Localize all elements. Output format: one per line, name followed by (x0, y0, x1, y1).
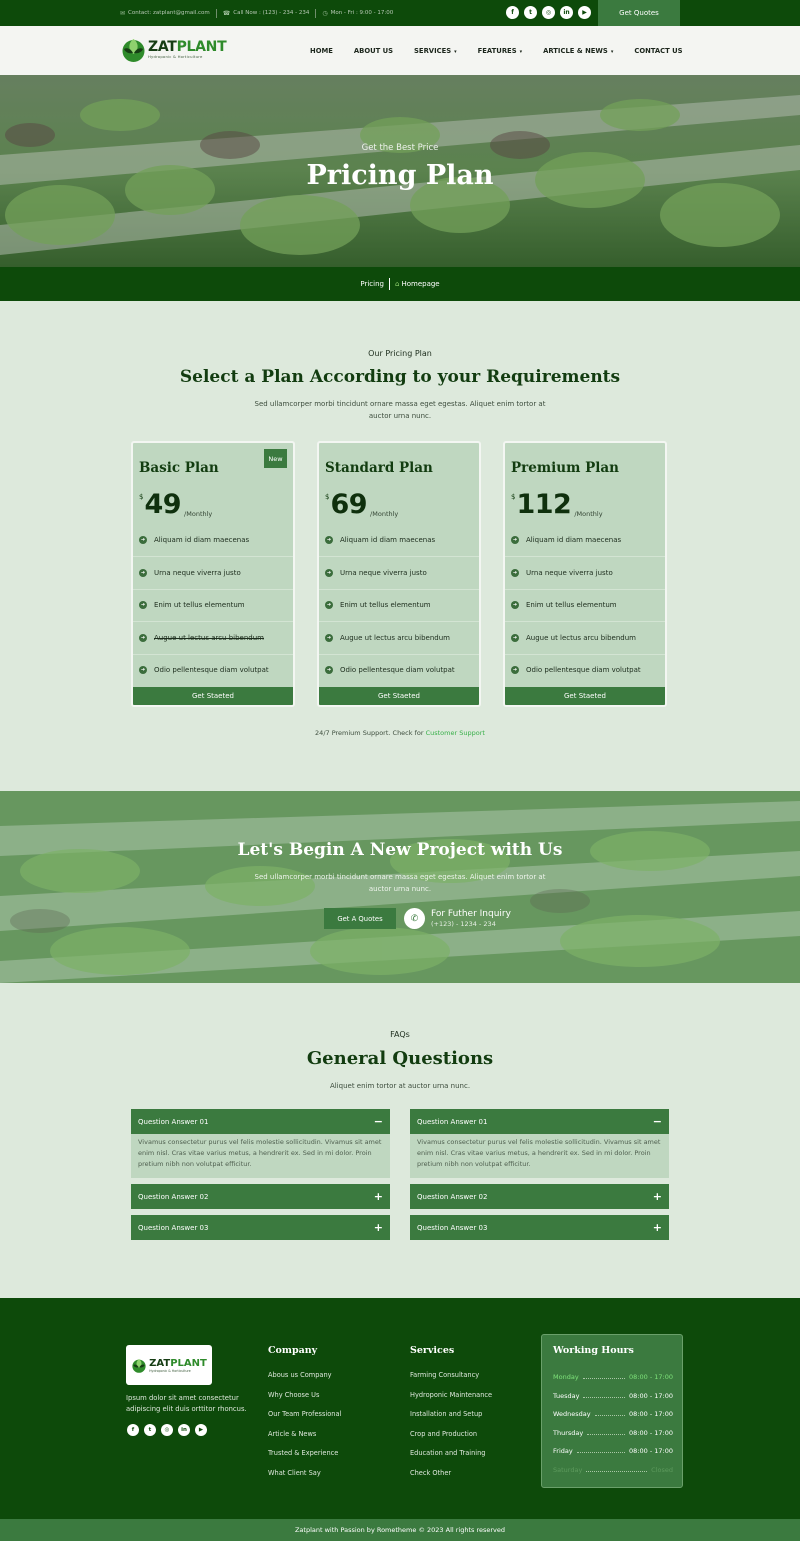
leaf-logo-icon (131, 1356, 147, 1374)
nav-article-news[interactable]: ARTICLE & NEWS ▾ (543, 46, 614, 55)
plan-feature: ➜ Enim ut tellus elementum (319, 589, 479, 621)
footer-link[interactable]: Our Team Professional (268, 1410, 342, 1418)
get-started-button[interactable]: Get Staeted (133, 687, 293, 705)
minus-icon: − (652, 1115, 662, 1128)
footer-company-title: Company (268, 1345, 318, 1356)
pricing-card-basic (131, 441, 295, 707)
footer-link[interactable]: Farming Consultancy (410, 1371, 480, 1379)
linkedin-icon[interactable]: in (560, 6, 573, 19)
get-a-quote-button[interactable]: Get A Quotes (324, 908, 396, 929)
minus-icon: − (373, 1115, 383, 1128)
top-contacts (120, 0, 393, 26)
faq-column-left (131, 1109, 390, 1240)
plan-name: Premium Plan (511, 460, 619, 476)
inquiry-label: For Futher Inquiry (431, 909, 511, 919)
top-bar (0, 0, 800, 26)
plus-icon: + (652, 1190, 662, 1203)
footer-link[interactable]: Article & News (268, 1429, 317, 1438)
faq-column-right (410, 1109, 669, 1240)
nav-home[interactable]: HOME (310, 46, 333, 55)
divider (389, 278, 390, 290)
support-note: 24/7 Premium Support. Check for Customer Support (315, 729, 485, 737)
arrow-circle-icon: ➜ (140, 634, 146, 641)
hours-row: Friday 08:00 - 17:00 (553, 1447, 673, 1456)
footer-company-links (268, 1369, 341, 1486)
plan-features (505, 524, 665, 686)
plan-feature: ➜ Aliquam id diam maecenas (326, 536, 436, 545)
plan-features (133, 524, 293, 686)
pricing-card-premium (503, 441, 667, 707)
faq-question[interactable]: Question Answer 02 + (410, 1184, 669, 1209)
customer-support-link[interactable]: Customer Support (425, 729, 485, 737)
brand-name: ZATPLANT (149, 1357, 207, 1369)
pricing-title: Select a Plan According to your Requirements (179, 367, 621, 387)
faq-question[interactable]: Question Answer 01 − (131, 1109, 390, 1134)
breadcrumb-current: Pricing (360, 280, 384, 288)
footer-services-title: Services (410, 1345, 455, 1356)
get-started-button[interactable]: Get Staeted (319, 687, 479, 705)
footer-services-links (410, 1369, 492, 1486)
linkedin-icon[interactable]: in (178, 1424, 190, 1436)
facebook-icon[interactable]: f (127, 1424, 139, 1436)
twitter-icon[interactable]: t (524, 6, 537, 19)
plan-feature: ➜ Urna neque viverra justo (505, 556, 665, 588)
nav-services[interactable]: SERVICES ▾ (414, 46, 457, 55)
faq-answer: Vivamus consectetur purus vel felis molestie sollicitudin. Vivamus sit amet enim nisl. Cras vitae varius metus, a hendrerit ex. Sed in mi dolor. Proin pretium nibh non volutpat efficitur. (410, 1134, 669, 1178)
arrow-circle-icon: ➜ (140, 570, 146, 577)
plan-feature: ➜ Urna neque viverra justo (133, 556, 293, 588)
arrow-circle-icon: ➜ (512, 537, 518, 544)
breadcrumb-home[interactable]: ⌂ Homepage (395, 280, 440, 288)
arrow-circle-icon: ➜ (512, 602, 518, 609)
pricing-card-standard (317, 441, 481, 707)
phone-icon[interactable]: ✆ (404, 908, 425, 929)
faq-title: General Questions (306, 1048, 494, 1069)
faq-kicker: FAQs (390, 1030, 410, 1039)
faq-answer: Vivamus consectetur purus vel felis molestie sollicitudin. Vivamus sit amet enim nisl. Cras vitae varius metus, a hendrerit ex. Sed in mi dolor. Proin pretium nibh non volutpat efficitur. (131, 1134, 390, 1178)
arrow-circle-icon: ➜ (140, 667, 146, 674)
plus-icon: + (652, 1221, 662, 1234)
footer-link[interactable]: Installation and Setup (410, 1410, 483, 1418)
mail-icon: ✉ (120, 9, 126, 17)
plan-feature-excluded: ➜ Augue ut lectus arcu bibendum (133, 621, 293, 653)
get-quotes-button[interactable]: Get Quotes (598, 0, 680, 26)
arrow-circle-icon: ➜ (326, 537, 332, 544)
pricing-desc: Sed ullamcorper morbi tincidunt ornare massa eget egestas. Aliquet enim tortor at auctor urna nunc. (254, 400, 546, 420)
footer-link[interactable]: What Client Say (268, 1468, 321, 1477)
plan-feature: ➜ Aliquam id diam maecenas (140, 536, 250, 545)
plan-price: $ 49 /Monthly (139, 489, 213, 520)
arrow-circle-icon: ➜ (512, 634, 518, 641)
faq-question[interactable]: Question Answer 03 + (410, 1215, 669, 1240)
plan-feature: ➜ Enim ut tellus elementum (133, 589, 293, 621)
faq-question[interactable]: Question Answer 02 + (131, 1184, 390, 1209)
home-icon: ⌂ (395, 280, 400, 288)
hero-kicker: Get the Best Price (361, 143, 439, 153)
copyright-bar: Zatplant with Passion by Rometheme © 2023 All rights reserved (0, 1519, 800, 1541)
arrow-circle-icon: ➜ (326, 667, 332, 674)
top-socials (506, 6, 591, 19)
plan-name: Standard Plan (325, 460, 433, 476)
plan-feature: ➜ Odio pellentesque diam volutpat (133, 654, 293, 686)
working-hours-card (541, 1334, 683, 1488)
nav-features[interactable]: FEATURES ▾ (477, 46, 523, 55)
plan-feature: ➜ Odio pellentesque diam volutpat (319, 654, 479, 686)
plan-feature: ➜ Odio pellentesque diam volutpat (505, 654, 665, 686)
page-title: Pricing Plan (306, 160, 494, 191)
new-badge: New (264, 449, 287, 468)
brand-name: ZATPLANT (148, 38, 227, 55)
plan-feature: ➜ Urna neque viverra justo (319, 556, 479, 588)
main-menu (310, 26, 704, 75)
plus-icon: + (373, 1190, 383, 1203)
youtube-icon[interactable]: ▶ (578, 6, 591, 19)
footer-link[interactable]: Crop and Production (410, 1429, 478, 1438)
caret-down-icon: ▾ (610, 48, 614, 55)
footer-socials (127, 1424, 207, 1436)
brand-logo[interactable] (121, 34, 226, 64)
plan-features (319, 524, 479, 686)
phone-icon: ☎ (222, 9, 231, 17)
top-hours: ◷ Mon - Fri : 9:00 - 17:00 (322, 9, 394, 17)
dribbble-icon[interactable]: ◎ (542, 6, 555, 19)
footer-link[interactable]: Abous us Company (268, 1371, 332, 1379)
plan-feature: ➜ Aliquam id diam maecenas (512, 536, 622, 545)
hours-row: Monday 08:00 - 17:00 (553, 1373, 673, 1382)
youtube-icon[interactable]: ▶ (195, 1424, 207, 1436)
footer-logo[interactable] (126, 1345, 212, 1385)
twitter-icon[interactable]: t (144, 1424, 156, 1436)
footer-desc: Ipsum dolor sit amet consectetur adipiscing elit duis orttitor rhoncus. (126, 1394, 247, 1413)
arrow-circle-icon: ➜ (326, 570, 332, 577)
hours-row: Saturday Closed (553, 1465, 673, 1474)
arrow-circle-icon: ➜ (512, 667, 518, 674)
cta-title: Let's Begin A New Project with Us (237, 840, 563, 860)
brand-tagline: Hydroponic & Horticulture (148, 53, 203, 59)
caret-down-icon: ▾ (519, 48, 523, 55)
breadcrumb (0, 267, 800, 301)
plus-icon: + (373, 1221, 383, 1234)
dribbble-icon[interactable]: ◎ (161, 1424, 173, 1436)
hours-row: Wednesday 08:00 - 17:00 (553, 1410, 673, 1419)
arrow-circle-icon: ➜ (140, 537, 146, 544)
cta-desc: Sed ullamcorper morbi tincidunt ornare massa eget egestas. Aliquet enim tortor at auctor urna nunc. (254, 873, 546, 893)
brand-tagline: Hydroponic & Horticulture (149, 1368, 191, 1373)
inquiry-phone[interactable]: (+123) - 1234 - 234 (431, 920, 496, 928)
footer-link[interactable]: Why Choose Us (268, 1390, 320, 1399)
footer-link[interactable]: Education and Training (410, 1449, 486, 1457)
plan-feature: ➜ Augue ut lectus arcu bibendum (505, 621, 665, 653)
get-started-button[interactable]: Get Staeted (505, 687, 665, 705)
arrow-circle-icon: ➜ (512, 570, 518, 577)
arrow-circle-icon: ➜ (140, 602, 146, 609)
arrow-circle-icon: ➜ (326, 634, 332, 641)
divider (315, 9, 316, 18)
faq-question[interactable]: Question Answer 03 + (131, 1215, 390, 1240)
footer-link[interactable]: Check Other (410, 1468, 452, 1477)
clock-icon: ◷ (322, 9, 328, 17)
pricing-kicker: Our Pricing Plan (368, 349, 432, 358)
plan-feature: ➜ Enim ut tellus elementum (505, 589, 665, 621)
nav-contact[interactable]: CONTACT US (634, 46, 683, 55)
arrow-circle-icon: ➜ (326, 602, 332, 609)
plan-name: Basic Plan (139, 460, 219, 476)
footer-link[interactable]: Trusted & Experience (268, 1449, 339, 1457)
plan-feature: ➜ Augue ut lectus arcu bibendum (319, 621, 479, 653)
faq-desc: Aliquet enim tortor at auctor urna nunc. (329, 1082, 471, 1090)
faq-question[interactable]: Question Answer 01 − (410, 1109, 669, 1134)
footer-link[interactable]: Hydroponic Maintenance (410, 1390, 493, 1399)
plan-price: $ 69 /Monthly (325, 489, 399, 520)
hours-row: Tuesday 08:00 - 17:00 (553, 1391, 673, 1400)
hours-row: Thursday 08:00 - 17:00 (553, 1428, 673, 1437)
working-hours-list (553, 1368, 673, 1479)
working-hours-title: Working Hours (553, 1345, 634, 1356)
top-phone[interactable]: ☎ Call Now : (123) - 234 - 234 (222, 9, 310, 17)
nav-about[interactable]: ABOUT US (353, 46, 394, 55)
caret-down-icon: ▾ (454, 48, 457, 55)
top-email[interactable]: ✉ Contact: zatplant@gmail.com (120, 9, 210, 17)
leaf-logo-icon (121, 34, 146, 64)
facebook-icon[interactable]: f (506, 6, 519, 19)
divider (216, 9, 217, 18)
plan-price: $ 112 /Monthly (511, 489, 603, 520)
